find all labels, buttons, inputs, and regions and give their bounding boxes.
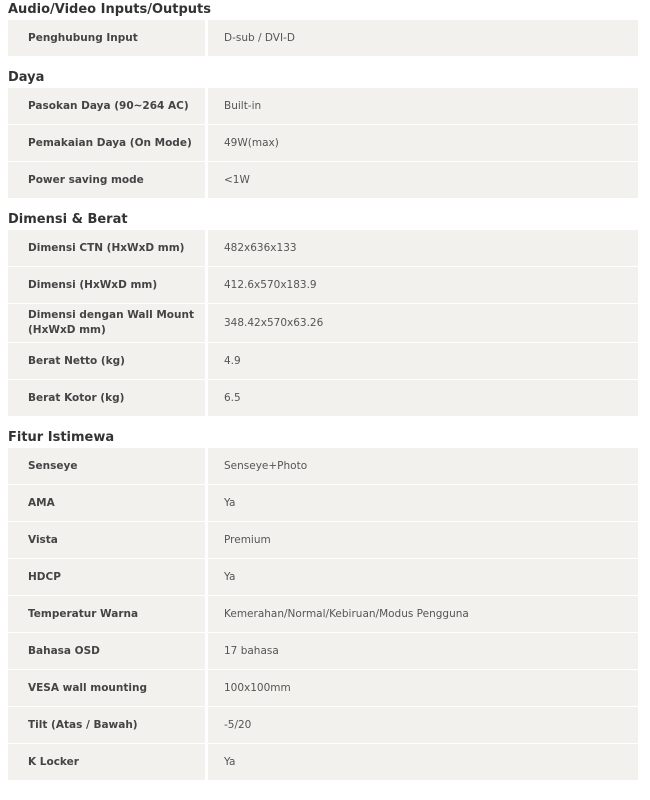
section-fitur-istimewa — [0, 428, 650, 781]
spec-table — [8, 230, 638, 417]
spec-label: K Locker — [8, 744, 208, 780]
spec-value: D-sub / DVI-D — [224, 32, 295, 44]
spec-table — [8, 88, 638, 199]
spec-row — [8, 485, 638, 522]
section-title: Daya — [8, 70, 45, 85]
spec-row — [8, 162, 638, 199]
spec-label: Vista — [8, 522, 208, 558]
spec-value: 100x100mm — [224, 682, 291, 694]
spec-value: 49W(max) — [224, 137, 279, 149]
spec-value: Ya — [224, 756, 236, 768]
spec-value: Premium — [224, 534, 271, 546]
section-title: Fitur Istimewa — [8, 430, 115, 445]
spec-value: 6.5 — [224, 392, 241, 404]
spec-label: Pasokan Daya (90~264 AC) — [8, 88, 208, 124]
section-dimensi-berat — [0, 210, 650, 417]
spec-table — [8, 20, 638, 57]
spec-value: 348.42x570x63.26 — [224, 317, 324, 329]
spec-row — [8, 230, 638, 267]
spec-label: Power saving mode — [8, 162, 208, 198]
spec-table — [8, 448, 638, 781]
section-title: Dimensi & Berat — [8, 212, 128, 227]
spec-row — [8, 380, 638, 417]
spec-row — [8, 304, 638, 343]
spec-value: Built-in — [224, 100, 262, 112]
spec-value: Kemerahan/Normal/Kebiruan/Modus Pengguna — [224, 608, 469, 620]
spec-label: Berat Kotor (kg) — [8, 380, 208, 416]
spec-row — [8, 559, 638, 596]
spec-row — [8, 448, 638, 485]
spec-label: Tilt (Atas / Bawah) — [8, 707, 208, 743]
spec-label: Dimensi CTN (HxWxD mm) — [8, 230, 208, 266]
spec-row — [8, 88, 638, 125]
spec-value: 4.9 — [224, 355, 241, 367]
spec-row — [8, 522, 638, 559]
spec-value: Ya — [224, 497, 236, 509]
section-title: Audio/Video Inputs/Outputs — [8, 2, 212, 17]
spec-label: HDCP — [8, 559, 208, 595]
spec-row — [8, 20, 638, 57]
spec-row — [8, 596, 638, 633]
spec-value: 482x636x133 — [224, 242, 297, 254]
spec-value: Senseye+Photo — [224, 460, 308, 472]
spec-label: Pemakaian Daya (On Mode) — [8, 125, 208, 161]
spec-label: Bahasa OSD — [8, 633, 208, 669]
spec-row — [8, 125, 638, 162]
spec-label: VESA wall mounting — [8, 670, 208, 706]
spec-row — [8, 707, 638, 744]
spec-row — [8, 633, 638, 670]
spec-value: Ya — [224, 571, 236, 583]
spec-label: AMA — [8, 485, 208, 521]
spec-row — [8, 343, 638, 380]
spec-row — [8, 744, 638, 781]
spec-row — [8, 670, 638, 707]
spec-label: Temperatur Warna — [8, 596, 208, 632]
spec-value: 17 bahasa — [224, 645, 279, 657]
spec-label: Senseye — [8, 448, 208, 484]
spec-label: Berat Netto (kg) — [8, 343, 208, 379]
spec-value: <1W — [224, 174, 250, 186]
spec-row — [8, 267, 638, 304]
spec-label: Dimensi dengan Wall Mount (HxWxD mm) — [8, 304, 208, 342]
spec-label: Penghubung Input — [8, 20, 208, 56]
spec-value: -5/20 — [224, 719, 252, 731]
section-daya — [0, 68, 650, 199]
section-audio-video — [0, 0, 650, 57]
spec-value: 412.6x570x183.9 — [224, 279, 317, 291]
spec-label: Dimensi (HxWxD mm) — [8, 267, 208, 303]
